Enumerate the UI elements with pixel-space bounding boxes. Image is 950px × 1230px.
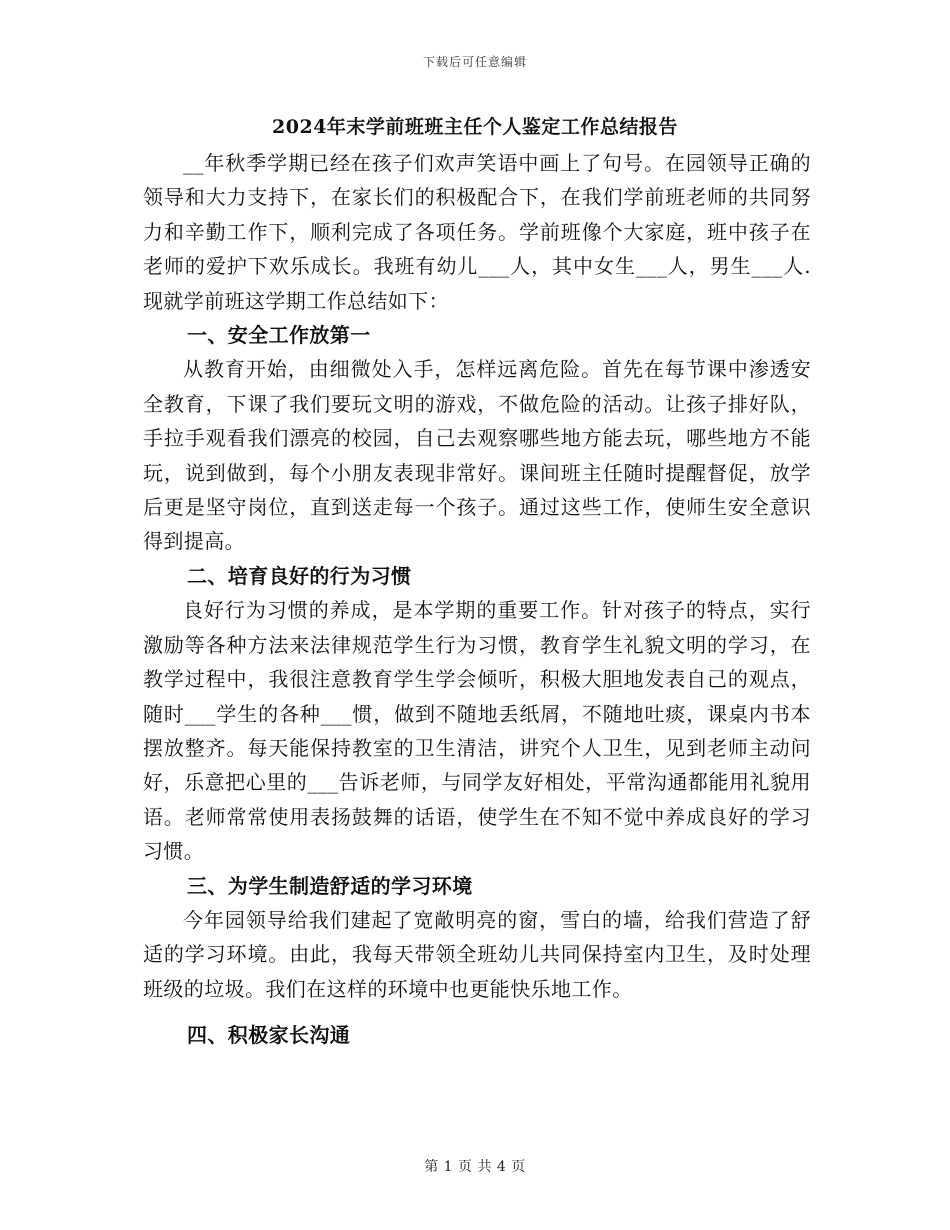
section-heading-safety: 一、安全工作放第一 — [187, 323, 371, 348]
intro-paragraph: __年秋季学期已经在孩子们欢声笑语中画上了句号。在园领导正确的领导和大力支持下，在家长们的积极配合下，在我们学前班老师的共同努力和辛勤工作下，顺利完成了各项任务。学前班像个大家庭，班中孩子在老师的爱护下欢乐成长。我班有幼儿___人，其中女生___人，男生___人.现就学前班这学期工作总结如下： — [143, 151, 811, 313]
section-text-habits: 良好行为习惯的养成，是本学期的重要工作。针对孩子的特点，实行激励等各种方法来法律规范学生行为习惯，教育学生礼貌文明的学习，在教学过程中，我很注意教育学生学会倾听，积极大胆地发表自己的观点，随时___学生的各种___惯，做到不随地丢纸屑，不随地吐痰，课桌内书本摆放整齐。每天能保持教室的卫生清洁，讲究个人卫生，见到老师主动问好，乐意把心里的___告诉老师，与同学友好相处，平常沟通都能用礼貌用语。老师常常使用表扬鼓舞的话语，使学生在不知不觉中养成良好的学习习惯。 — [143, 598, 811, 864]
section-heading-environment: 三、为学生制造舒适的学习环境 — [187, 873, 473, 898]
section-text-safety: 从教育开始，由细微处入手，怎样远离危险。首先在每节课中渗透安全教育，下课了我们要玩文明的游戏，不做危险的活动。让孩子排好队，手拉手观看我们漂亮的校园，自己去观察哪些地方能去玩，哪些地方不能玩，说到做到，每个小朋友表现非常好。课间班主任随时提醒督促，放学后更是坚守岗位，直到送走每一个孩子。通过这些工作，使师生安全意识得到提高。 — [143, 357, 811, 554]
section-heading-parents: 四、积极家长沟通 — [187, 1023, 351, 1048]
document-body — [143, 146, 811, 1053]
header-note: 下载后可任意编辑 — [422, 55, 527, 69]
document-title: 2024年末学前班班主任个人鉴定工作总结报告 — [272, 116, 678, 138]
section-text-environment: 今年园领导给我们建起了宽敞明亮的窗，雪白的墙，给我们营造了舒适的学习环境。由此，我每天带领全班幼儿共同保持室内卫生，及时处理班级的垃圾。我们在这样的环境中也更能快乐地工作。 — [143, 907, 811, 1001]
page-footer: 第 1 页 共 4 页 — [424, 1159, 526, 1175]
section-heading-habits: 二、培育良好的行为习惯 — [187, 563, 412, 588]
